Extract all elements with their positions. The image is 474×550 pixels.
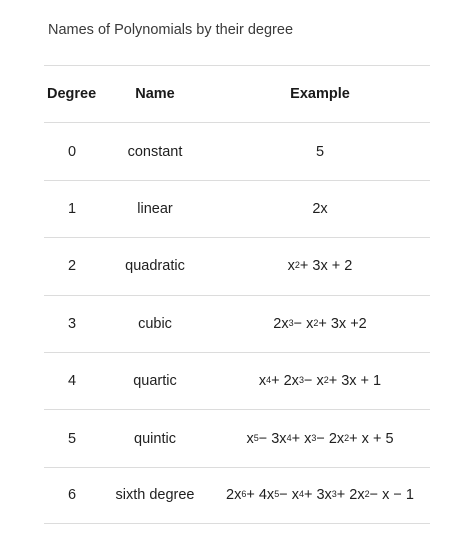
table-row xyxy=(44,295,430,352)
name-cell: quintic xyxy=(134,430,176,447)
name-cell: constant xyxy=(127,143,183,160)
table-row xyxy=(44,409,430,466)
degree-cell: 4 xyxy=(67,373,77,390)
name-cell: cubic xyxy=(138,315,172,332)
name-cell: sixth degree xyxy=(115,487,195,504)
polynomial-table xyxy=(44,65,430,524)
table-row xyxy=(44,237,430,294)
degree-cell: 6 xyxy=(67,487,77,504)
degree-cell: 1 xyxy=(67,200,77,217)
table-row xyxy=(44,352,430,409)
degree-cell: 2 xyxy=(67,258,77,275)
name-cell: linear xyxy=(137,200,173,217)
header-name: Name xyxy=(135,86,175,103)
degree-cell: 3 xyxy=(67,315,77,332)
example-cell: 2x xyxy=(312,200,328,217)
table-row xyxy=(44,467,430,524)
name-cell: quartic xyxy=(133,373,177,390)
table-body xyxy=(44,122,430,524)
example-cell: 2x $^6$ + 4x $^5$ − x $^4$ + 3x $^3$ + 2x $^2$ − x − 1 xyxy=(226,487,414,504)
name-cell: quadratic xyxy=(125,258,185,275)
degree-cell: 0 xyxy=(67,143,77,160)
example-cell: x $^5$ − 3x $^4$ + x $^3$ − 2x $^2$ + x + 5 xyxy=(246,430,394,447)
example-cell: x $^2$ + 3x + 2 xyxy=(287,258,353,275)
table-row xyxy=(44,180,430,237)
table-row xyxy=(44,122,430,179)
header-example: Example xyxy=(290,86,350,103)
header-degree: Degree xyxy=(47,86,97,103)
table-caption: Names of Polynomials by their degree xyxy=(48,22,294,38)
example-cell: 2x $^3$ − x $^2$ + 3x +2 xyxy=(273,315,367,332)
degree-cell: 5 xyxy=(67,430,77,447)
table-header-row xyxy=(44,65,430,122)
example-cell: x $^4$ + 2x $^3$ − x $^2$ + 3x + 1 xyxy=(258,373,382,390)
example-cell: 5 xyxy=(315,143,325,160)
